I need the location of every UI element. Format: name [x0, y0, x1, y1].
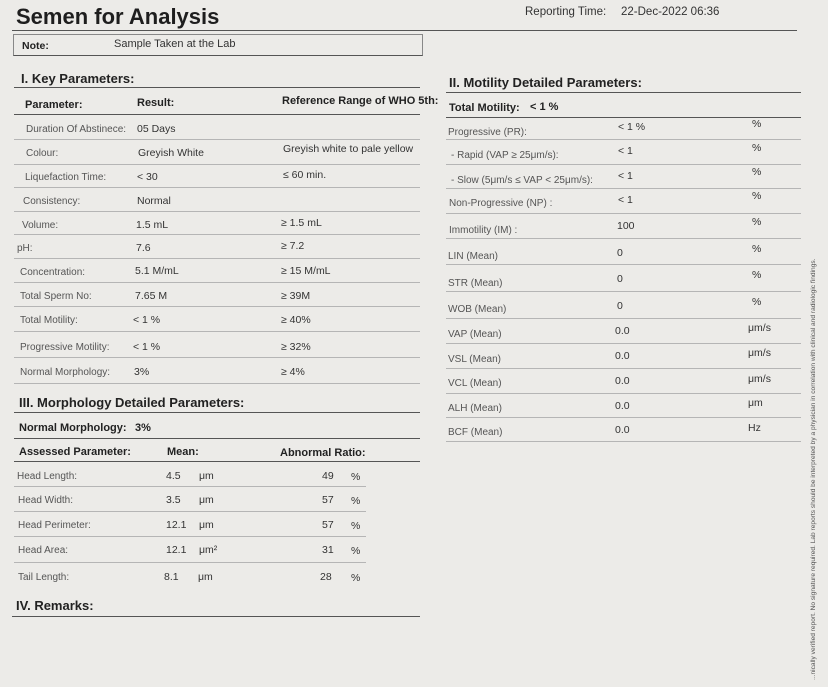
motility-row-divider: [446, 291, 801, 292]
motility-row-unit: %: [752, 142, 762, 154]
motility-row-unit: %: [752, 166, 762, 178]
key-row-divider: [14, 258, 420, 259]
key-row-divider: [14, 331, 420, 332]
reporting-time-label: Reporting Time:: [525, 6, 607, 18]
morphology-row-percent: %: [351, 520, 361, 532]
motility-row-unit: Hz: [748, 422, 761, 434]
morphology-row-mean: 12.1: [166, 544, 187, 556]
motility-row-divider: [446, 238, 801, 239]
key-row-divider: [14, 211, 420, 212]
key-row-label: Duration Of Abstinece:: [26, 124, 127, 135]
morphology-row-mean: 4.5: [166, 470, 181, 482]
morphology-col-mean: Mean:: [167, 446, 199, 458]
motility-row-label: LIN (Mean): [448, 251, 499, 262]
key-row-reference: ≤ 60 min.: [283, 169, 327, 181]
motility-row-value: < 1: [618, 194, 633, 206]
motility-row-label: - Slow (5μm/s ≤ VAP < 25μm/s):: [451, 175, 593, 186]
morphology-normal-line: [14, 438, 420, 439]
morphology-row-unit: μm: [199, 494, 214, 506]
morphology-row-label: Tail Length:: [18, 572, 70, 583]
motility-row-label: Immotility (IM) :: [449, 225, 518, 236]
motility-row-divider: [446, 368, 801, 369]
key-parameters-title: I. Key Parameters:: [21, 71, 135, 86]
motility-row-label: STR (Mean): [448, 278, 503, 289]
motility-row-value: 0: [617, 273, 623, 285]
motility-row-value: 0: [617, 300, 623, 312]
motility-row-divider: [446, 188, 801, 189]
motility-row-divider: [446, 213, 801, 214]
morphology-row-unit: μm: [199, 470, 214, 482]
morphology-row-percent: %: [351, 545, 361, 557]
note-value: Sample Taken at the Lab: [114, 38, 236, 50]
motility-row-value: 0.0: [615, 325, 630, 337]
motility-row-label: ALH (Mean): [448, 403, 502, 414]
key-row-divider: [14, 164, 420, 165]
morphology-row-label: Head Length:: [17, 471, 78, 482]
motility-row-value: 0.0: [615, 400, 630, 412]
motility-row-unit: μm/s: [748, 373, 771, 385]
morphology-row-ratio: 49: [322, 470, 334, 482]
motility-total-label: Total Motility:: [449, 102, 520, 114]
motility-row-unit: %: [752, 216, 762, 228]
morphology-row-unit: μm: [198, 571, 213, 583]
morphology-col-parameter: Assessed Parameter:: [19, 446, 131, 458]
key-row-label: Total Motility:: [20, 315, 78, 326]
motility-row-label: - Rapid (VAP ≥ 25μm/s):: [451, 150, 559, 161]
motility-row-unit: %: [752, 243, 762, 255]
key-row-result: 3%: [134, 366, 150, 378]
key-row-result: Greyish White: [138, 147, 204, 159]
key-row-reference: ≥ 32%: [281, 341, 311, 353]
reporting-time-value: 22-Dec-2022 06:36: [621, 6, 720, 18]
key-row-divider: [14, 282, 420, 283]
motility-row-label: VCL (Mean): [448, 378, 502, 389]
key-col-parameter: Parameter:: [25, 99, 83, 111]
page-title: Semen for Analysis: [16, 4, 220, 29]
key-row-result: < 30: [137, 171, 158, 183]
motility-row-divider: [446, 393, 801, 394]
remarks-title: IV. Remarks:: [16, 598, 94, 613]
morphology-row-divider: [14, 536, 366, 537]
motility-row-value: < 1: [618, 170, 633, 182]
morphology-row-ratio: 57: [322, 494, 334, 506]
motility-row-label: WOB (Mean): [448, 304, 507, 315]
key-row-divider: [14, 357, 420, 358]
key-row-divider: [14, 383, 420, 384]
motility-row-value: 0.0: [615, 350, 630, 362]
motility-row-divider: [446, 264, 801, 265]
motility-row-unit: μm: [748, 397, 763, 409]
motility-row-value: 0.0: [615, 424, 630, 436]
morphology-row-label: Head Perimeter:: [18, 520, 91, 531]
motility-row-unit: %: [752, 118, 762, 130]
morphology-row-percent: %: [351, 471, 361, 483]
motility-row-value: < 1 %: [618, 121, 646, 133]
key-row-result: 5.1 M/mL: [135, 265, 179, 277]
key-row-label: Liquefaction Time:: [25, 172, 107, 183]
key-row-label: Progressive Motility:: [20, 342, 110, 353]
key-row-label: Concentration:: [20, 267, 86, 278]
morphology-row-percent: %: [351, 495, 361, 507]
motility-row-value: 0.0: [615, 375, 630, 387]
title-divider: [12, 30, 797, 31]
morphology-row-ratio: 28: [320, 571, 332, 583]
motility-row-unit: %: [752, 296, 762, 308]
key-row-label: pH:: [17, 243, 33, 254]
morphology-header-line: [14, 461, 420, 462]
key-row-label: Volume:: [22, 220, 59, 231]
morphology-row-divider: [14, 486, 366, 487]
morphology-row-label: Head Width:: [18, 495, 74, 506]
motility-row-unit: μm/s: [748, 347, 771, 359]
key-col-result: Result:: [137, 97, 175, 109]
morphology-row-ratio: 31: [322, 544, 334, 556]
motility-row-divider: [446, 417, 801, 418]
morphology-row-mean: 12.1: [166, 519, 187, 531]
key-col-reference: Reference Range of WHO 5th:: [282, 95, 439, 107]
morphology-row-label: Head Area:: [18, 545, 69, 556]
key-row-result: 1.5 mL: [136, 219, 169, 231]
motility-row-label: VAP (Mean): [448, 329, 502, 340]
remarks-title-line: [12, 616, 420, 617]
motility-row-unit: μm/s: [748, 322, 771, 334]
motility-title-line: [446, 92, 801, 93]
key-row-reference: ≥ 1.5 mL: [281, 217, 322, 229]
morphology-normal-value: 3%: [135, 422, 151, 434]
morphology-col-abnormal: Abnormal Ratio:: [280, 447, 366, 459]
morphology-row-divider: [14, 511, 366, 512]
key-parameters-title-line: [14, 87, 420, 88]
key-row-divider: [14, 139, 420, 140]
key-row-reference: Greyish white to pale yellow: [283, 143, 414, 155]
morphology-normal-label: Normal Morphology:: [19, 422, 127, 434]
key-row-result: 7.65 M: [135, 290, 168, 302]
key-row-label: Total Sperm No:: [20, 291, 92, 302]
key-row-result: < 1 %: [133, 314, 161, 326]
key-row-reference: ≥ 15 M/mL: [281, 265, 331, 277]
key-row-result: 05 Days: [137, 123, 176, 135]
note-label: Note:: [22, 40, 49, 52]
morphology-title-line: [14, 412, 420, 413]
motility-row-value: 100: [617, 220, 635, 232]
key-row-reference: ≥ 7.2: [281, 240, 305, 252]
key-row-label: Consistency:: [23, 196, 81, 207]
motility-row-label: BCF (Mean): [448, 427, 503, 438]
key-row-reference: ≥ 4%: [281, 366, 305, 378]
key-row-result: 7.6: [136, 242, 151, 254]
key-row-result: Normal: [137, 195, 171, 207]
morphology-row-unit: μm²: [199, 544, 218, 556]
morphology-row-divider: [14, 562, 366, 563]
key-row-label: Colour:: [26, 148, 59, 159]
motility-row-value: < 1: [618, 145, 633, 157]
motility-row-divider: [446, 164, 801, 165]
motility-row-unit: %: [752, 269, 762, 281]
motility-row-label: Progressive (PR):: [448, 127, 527, 138]
key-row-divider: [14, 306, 420, 307]
morphology-title: III. Morphology Detailed Parameters:: [19, 395, 245, 410]
morphology-row-mean: 3.5: [166, 494, 181, 506]
key-row-label: Normal Morphology:: [20, 367, 111, 378]
motility-total-line: [446, 117, 801, 118]
motility-row-divider: [446, 441, 801, 442]
key-row-divider: [14, 234, 420, 235]
morphology-row-mean: 8.1: [164, 571, 179, 583]
motility-row-label: VSL (Mean): [448, 354, 501, 365]
morphology-row-percent: %: [351, 572, 361, 584]
motility-row-divider: [446, 318, 801, 319]
key-row-divider: [14, 187, 420, 188]
key-row-result: < 1 %: [133, 341, 161, 353]
motility-row-unit: %: [752, 190, 762, 202]
motility-row-value: 0: [617, 247, 623, 259]
motility-row-divider: [446, 343, 801, 344]
morphology-row-ratio: 57: [322, 519, 334, 531]
motility-row-divider: [446, 139, 801, 140]
key-row-reference: ≥ 39M: [281, 290, 311, 302]
motility-row-label: Non-Progressive (NP) :: [449, 198, 553, 209]
key-header-line: [14, 114, 420, 115]
morphology-row-unit: μm: [199, 519, 214, 531]
motility-title: II. Motility Detailed Parameters:: [449, 75, 642, 90]
motility-total-value: < 1 %: [530, 101, 559, 113]
key-row-reference: ≥ 40%: [281, 314, 311, 326]
side-disclaimer: ...nically verified report. No signature required. Lab reports should be interpreted by a physician in correlation with clinical and radiologic findings.: [810, 258, 817, 680]
